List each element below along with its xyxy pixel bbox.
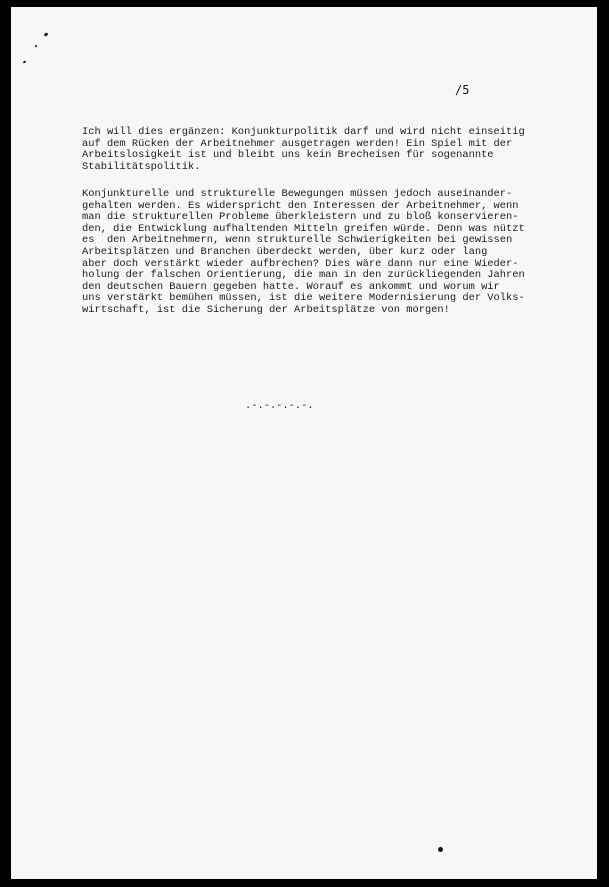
paragraph-line: den, die Entwicklung aufhaltenden Mitteln greifen würde. Denn was nützt	[82, 222, 525, 235]
scan-speck	[23, 60, 27, 63]
paragraph-line: holung der falschen Orientierung, die man in den zurückliegenden Jahren	[82, 269, 525, 282]
paragraph-2	[82, 189, 525, 317]
paragraph-line: gehalten werden. Es widerspricht den Interessen der Arbeitnehmer, wenn	[82, 199, 519, 212]
document-page	[11, 7, 597, 879]
page-number: /5	[455, 83, 470, 97]
scan-speck	[44, 32, 49, 37]
paragraph-line: es den Arbeitnehmern, wenn strukturelle Schwierigkeiten bei gewissen	[82, 234, 513, 247]
paragraph-line: Ich will dies ergänzen: Konjunkturpolitik darf und wird nicht einseitig	[82, 126, 525, 138]
paragraph-line: Arbeitslosigkeit ist und bleibt uns kein Brecheisen für sogenannte	[82, 149, 494, 162]
scan-speck	[438, 847, 443, 852]
paragraph-line: uns verstärkt bemühen müssen, ist die weitere Modernisierung der Volks-	[82, 292, 525, 305]
paragraph-line: auf dem Rücken der Arbeitnehmer ausgetragen werden! Ein Spiel mit der	[82, 137, 513, 150]
paragraph-line: man die strukturellen Probleme überkleistern und zu bloß konservieren-	[82, 211, 519, 224]
paragraph-line: aber doch verstärkt wieder aufbrechen? Dies wäre dann nur eine Wieder-	[82, 257, 519, 270]
paragraph-line: Konjunkturelle und strukturelle Bewegungen müssen jedoch auseinander-	[82, 188, 513, 200]
paragraph-line: wirtschaft, ist die Sicherung der Arbeitsplätze von morgen!	[82, 303, 450, 316]
paragraph-line: Stabilitätspolitik.	[82, 160, 201, 173]
paragraph-1	[82, 127, 525, 173]
paragraph-line: Arbeitsplätzen und Branchen überdeckt werden, über kurz oder lang	[82, 245, 488, 258]
section-separator: .-.-.-.-.-.	[245, 400, 314, 412]
scan-speck	[35, 45, 37, 47]
paragraph-line: den deutschen Bauern gegeben hatte. Worauf es ankommt und worum wir	[82, 280, 500, 293]
